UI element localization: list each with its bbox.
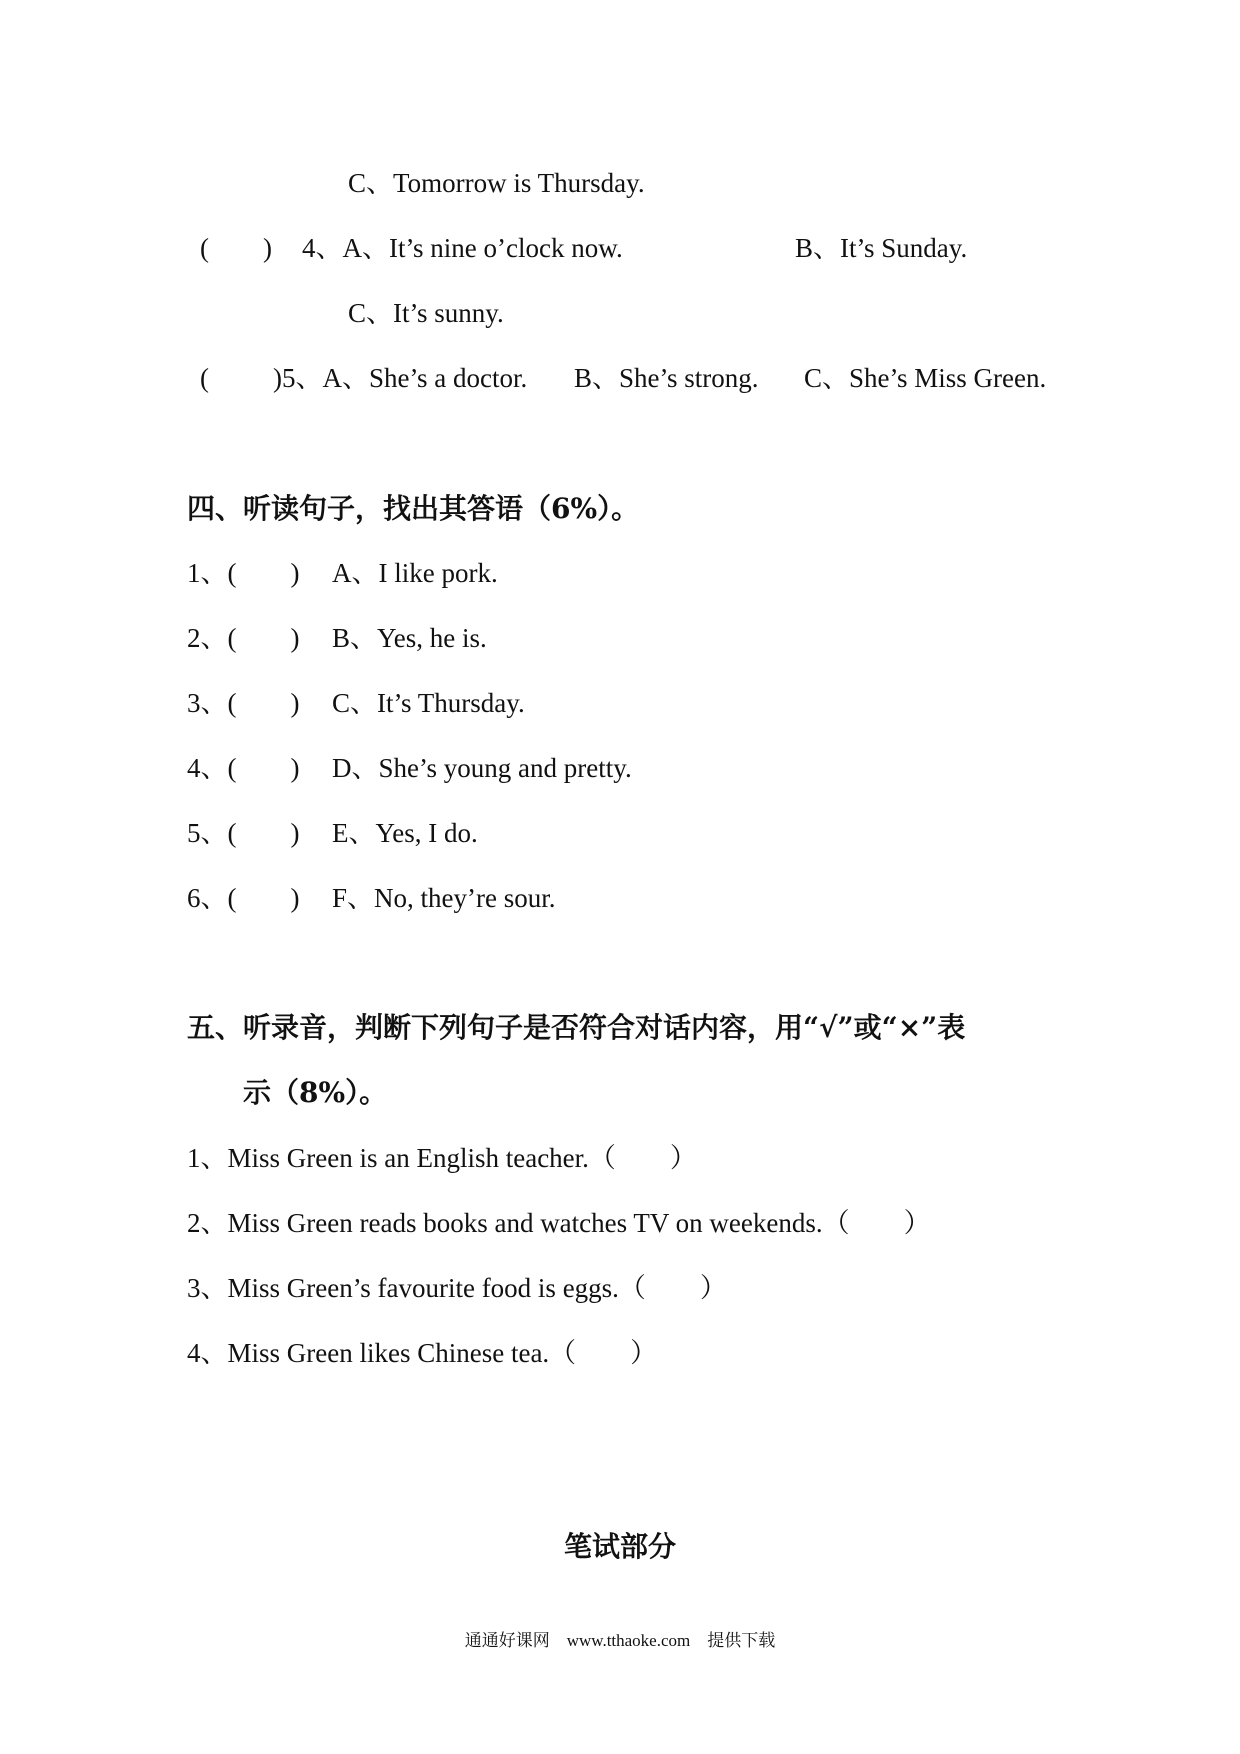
section-4-item-number: 4、( )	[187, 753, 300, 783]
section-4-item-number: 6、( )	[187, 883, 300, 913]
section-4-item-answer: B、Yes, he is.	[332, 623, 487, 653]
q4-option-a: 4、A、It’s nine o’clock now.	[302, 233, 623, 263]
section-4-item-number: 3、( )	[187, 688, 300, 718]
q4-answer-paren: ( )	[200, 233, 272, 263]
section-4-item-answer: E、Yes, I do.	[332, 818, 478, 848]
section-5-heading: 五、听录音，判断下列句子是否符合对话内容，用“√”或“×”表	[187, 1011, 966, 1044]
q5-option-a: )5、A、She’s a doctor.	[273, 363, 528, 393]
q5-option-c: C、She’s Miss Green.	[804, 363, 1047, 393]
section-5-statement: 1、Miss Green is an English teacher.（ ）	[187, 1143, 697, 1173]
section-5-statement: 4、Miss Green likes Chinese tea.（ ）	[187, 1338, 658, 1368]
footer-source-note: 通通好课网 www.tthaoke.com 提供下载	[464, 1631, 776, 1650]
section-4-item-answer: C、It’s Thursday.	[332, 688, 525, 718]
q5-option-b: B、She’s strong.	[574, 363, 759, 393]
q4-option-b: B、It’s Sunday.	[795, 233, 968, 263]
section-4-item-answer: A、I like pork.	[332, 558, 498, 588]
written-part-title: 笔试部分	[563, 1530, 676, 1563]
section-4-item-number: 1、( )	[187, 558, 300, 588]
section-5-heading-continued: 示（8%）。	[243, 1076, 388, 1109]
q4-option-c: C、It’s sunny.	[348, 298, 504, 328]
section-4-item-number: 2、( )	[187, 623, 300, 653]
q5-answer-paren: (	[200, 363, 263, 393]
section-4-item-answer: F、No, they’re sour.	[332, 883, 556, 913]
section-4-heading: 四、听读句子，找出其答语（6%）。	[187, 492, 640, 525]
section-4-item-answer: D、She’s young and pretty.	[332, 753, 632, 783]
section-5-statement: 2、Miss Green reads books and watches TV on weekends.（ ）	[187, 1208, 931, 1238]
section-5-statement: 3、Miss Green’s favourite food is eggs.（ ）	[187, 1273, 727, 1303]
section-4-item-number: 5、( )	[187, 818, 300, 848]
q3-option-c: C、Tomorrow is Thursday.	[348, 168, 645, 198]
